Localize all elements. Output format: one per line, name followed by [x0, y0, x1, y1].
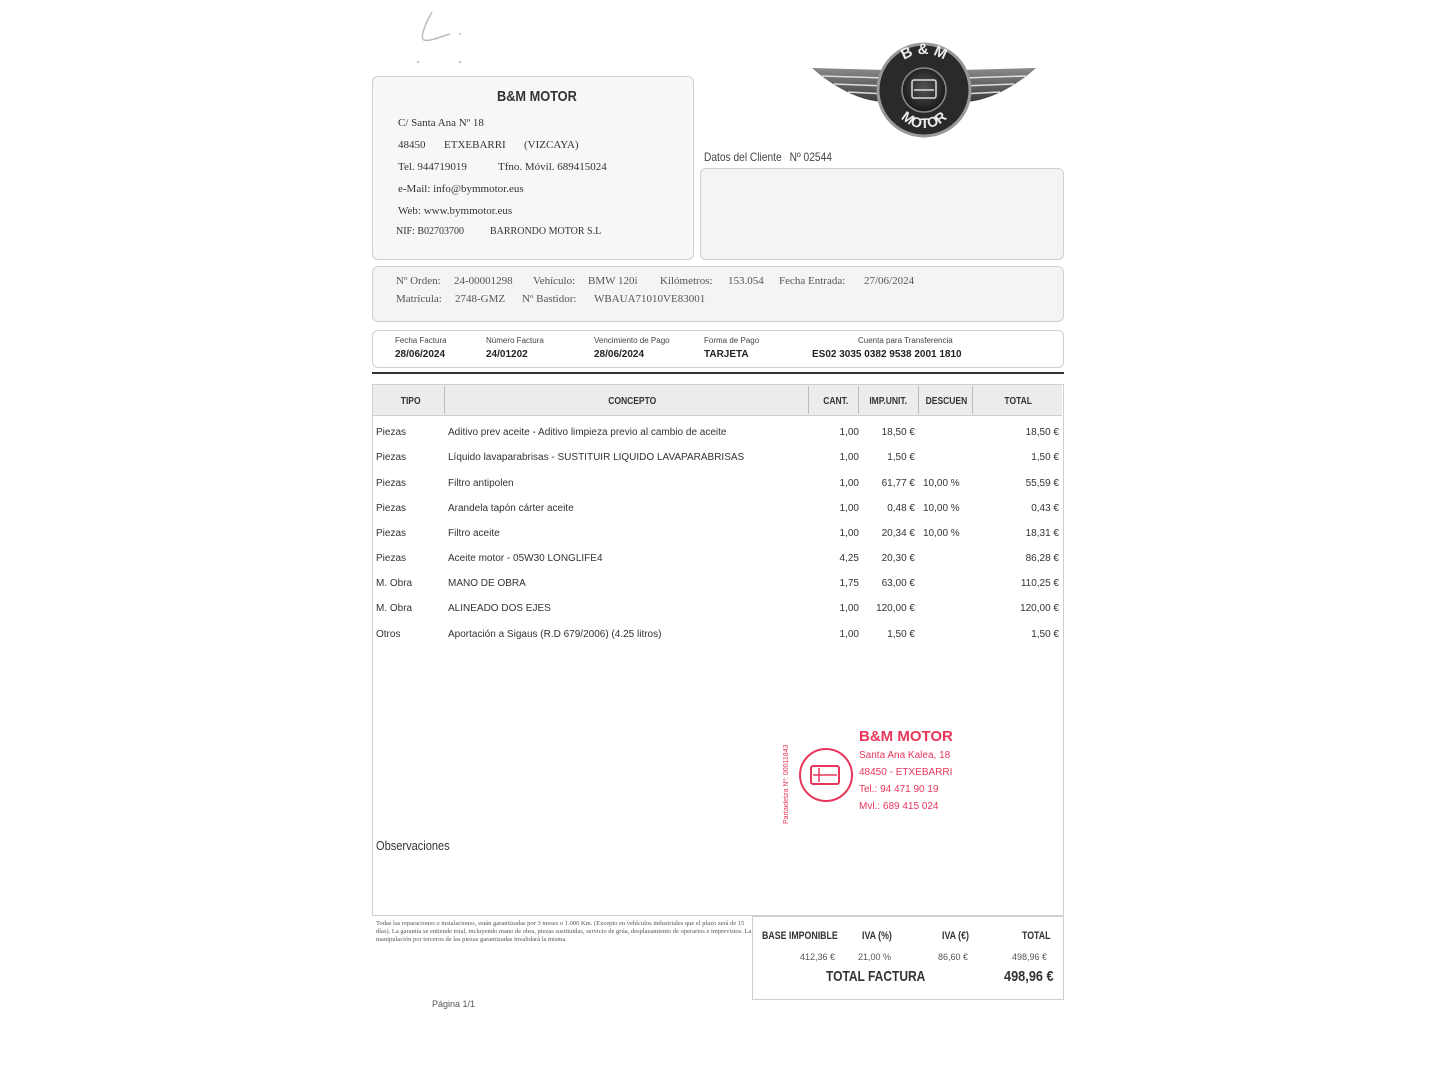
- header-separator: [858, 386, 859, 414]
- client-label-text: Datos del Cliente: [704, 150, 782, 164]
- plate-value: 2748-GMZ: [455, 293, 506, 305]
- cell-tipo: Otros: [376, 629, 401, 640]
- header-separator: [808, 386, 809, 414]
- page-number: Página 1/1: [432, 999, 476, 1009]
- cell-total: 18,31 €: [1025, 528, 1059, 539]
- cell-imp-unit: 0,48 €: [887, 503, 915, 514]
- cell-tipo: M. Obra: [376, 603, 413, 614]
- stamp-tel: Tel.: 94 471 90 19: [859, 784, 939, 795]
- cell-tipo: Piezas: [376, 528, 407, 539]
- km-value: 153.054: [728, 275, 764, 287]
- section-divider: [372, 372, 1064, 374]
- table-row: [373, 603, 1062, 625]
- company-postal: 48450: [398, 139, 426, 151]
- cell-imp-unit: 61,77 €: [881, 478, 915, 489]
- cell-cant: 1,00: [839, 629, 859, 640]
- base-label: BASE IMPONIBLE: [762, 930, 838, 942]
- client-number: Nº 02544: [789, 150, 832, 164]
- cell-imp-unit: 1,50 €: [887, 629, 915, 640]
- table-row: [373, 629, 1062, 651]
- company-tel: Tel. 944719019: [398, 161, 467, 173]
- cell-imp-unit: 20,30 €: [881, 553, 915, 564]
- entry-date-value: 27/06/2024: [864, 275, 915, 287]
- cell-tipo: Piezas: [376, 427, 407, 438]
- cell-tipo: Piezas: [376, 553, 407, 564]
- table-row: [373, 478, 1062, 500]
- cell-cant: 1,00: [839, 452, 859, 463]
- client-label: [704, 150, 832, 164]
- stamp-address: Santa Ana Kalea, 18: [859, 750, 951, 761]
- cell-cant: 1,00: [839, 528, 859, 539]
- cell-tipo: Piezas: [376, 503, 407, 514]
- order-number-label: Nº Orden:: [396, 275, 441, 287]
- plate-label: Matrícula:: [396, 293, 442, 305]
- cell-concepto: Filtro antipolen: [448, 478, 514, 489]
- cell-cant: 1,75: [839, 578, 859, 589]
- table-row: [373, 528, 1062, 550]
- iva-pct-label: IVA (%): [862, 930, 892, 942]
- header-imp-unit: IMP.UNIT.: [869, 396, 907, 407]
- company-mobile: Tfno. Móvil. 689415024: [498, 161, 607, 173]
- iva-pct-value: 21,00 %: [858, 952, 892, 962]
- cell-descuento: 10,00 %: [923, 528, 960, 539]
- cell-total: 18,50 €: [1025, 427, 1059, 438]
- cell-cant: 1,00: [839, 503, 859, 514]
- iva-amount-label: IVA (€): [942, 930, 969, 942]
- payment-method-value: TARJETA: [704, 349, 749, 360]
- observations-label: Observaciones: [376, 838, 450, 853]
- cell-concepto: ALINEADO DOS EJES: [448, 603, 551, 614]
- company-legal-name: BARRONDO MOTOR S.L: [490, 226, 602, 237]
- km-label: Kilómetros:: [660, 275, 713, 287]
- cell-tipo: Piezas: [376, 452, 407, 463]
- header-tipo: TIPO: [400, 396, 421, 407]
- table-row: [373, 427, 1062, 449]
- logo-top-text: B & M: [898, 40, 950, 64]
- bank-account-label: Cuenta para Transferencia: [858, 336, 953, 345]
- cell-total: 55,59 €: [1025, 478, 1059, 489]
- grand-total-value: 498,96 €: [1004, 968, 1054, 985]
- base-value: 412,36 €: [800, 952, 836, 962]
- invoice-number-value: 24/01202: [486, 349, 528, 360]
- company-city: ETXEBARRI: [444, 139, 506, 151]
- header-cant: CANT.: [823, 396, 849, 407]
- stamp-city: 48450 - ETXEBARRI: [859, 767, 953, 778]
- order-number-value: 24-00001298: [454, 275, 513, 287]
- stamp-emblem-icon: [797, 746, 855, 804]
- company-name: B&M MOTOR: [497, 88, 577, 105]
- header-separator: [444, 386, 445, 414]
- logo-bottom-text: MOTOR: [898, 107, 950, 132]
- company-address: C/ Santa Ana Nº 18: [398, 117, 484, 129]
- company-web: Web: www.bymmotor.eus: [398, 205, 513, 217]
- header-concepto: CONCEPTO: [608, 396, 657, 407]
- table-row: [373, 578, 1062, 600]
- header-separator: [972, 386, 973, 414]
- cell-cant: 1,00: [839, 603, 859, 614]
- chassis-label: Nº Bastidor:: [522, 293, 577, 305]
- stamp-mobile: Mvl.: 689 415 024: [859, 801, 939, 812]
- handwritten-mark: [412, 4, 468, 68]
- vehicle-value: BMW 120i: [588, 275, 638, 287]
- cell-imp-unit: 1,50 €: [887, 452, 915, 463]
- bm-motor-logo: [808, 40, 1040, 140]
- payment-method-label: Forma de Pago: [704, 336, 760, 345]
- total-label: TOTAL: [1022, 930, 1051, 942]
- due-date-value: 28/06/2024: [594, 349, 645, 360]
- table-row: [373, 503, 1062, 525]
- cell-concepto: Aportación a Sigaus (R.D 679/2006) (4.25 litros): [448, 629, 662, 640]
- cell-descuento: 10,00 %: [923, 503, 960, 514]
- iva-amount-value: 86,60 €: [938, 952, 969, 962]
- cell-imp-unit: 20,34 €: [881, 528, 915, 539]
- cell-tipo: M. Obra: [376, 578, 413, 589]
- cell-concepto: Líquido lavaparabrisas - SUSTITUIR LIQUIDO LAVAPARABRISAS: [448, 452, 745, 463]
- header-separator: [918, 386, 919, 414]
- invoice-number-label: Número Factura: [486, 336, 544, 345]
- table-row: [373, 553, 1062, 575]
- bank-account-value: ES02 3035 0382 9538 2001 1810: [812, 349, 962, 360]
- invoice-date-label: Fecha Factura: [395, 336, 447, 345]
- table-row: [373, 452, 1062, 474]
- stamp-name: B&M MOTOR: [859, 728, 953, 745]
- company-email: e-Mail: info@bymmotor.eus: [398, 183, 524, 195]
- cell-total: 120,00 €: [1020, 603, 1059, 614]
- client-data-box: [700, 168, 1064, 260]
- cell-tipo: Piezas: [376, 478, 407, 489]
- header-descuento: DESCUEN: [925, 396, 968, 407]
- cell-concepto: Filtro aceite: [448, 528, 500, 539]
- cell-total: 86,28 €: [1025, 553, 1059, 564]
- company-nif: NIF: B02703700: [396, 226, 465, 237]
- company-stamp: [785, 726, 985, 826]
- stamp-side-text: Partaidetza Nº: 00011843: [783, 744, 790, 824]
- entry-date-label: Fecha Entrada:: [779, 275, 846, 287]
- cell-total: 0,43 €: [1031, 503, 1059, 514]
- header-total: TOTAL: [1004, 396, 1032, 407]
- vehicle-label: Vehículo:: [533, 275, 576, 287]
- cell-cant: 4,25: [839, 553, 859, 564]
- chassis-value: WBAUA71010VE83001: [594, 293, 706, 305]
- cell-descuento: 10,00 %: [923, 478, 960, 489]
- cell-concepto: Aceite motor - 05W30 LONGLIFE4: [448, 553, 603, 564]
- cell-concepto: Aditivo prev aceite - Aditivo limpieza previo al cambio de aceite: [448, 427, 727, 438]
- company-province: (VIZCAYA): [524, 139, 579, 151]
- cell-concepto: MANO DE OBRA: [448, 578, 526, 589]
- cell-imp-unit: 63,00 €: [881, 578, 915, 589]
- cell-cant: 1,00: [839, 427, 859, 438]
- invoice-date-value: 28/06/2024: [395, 349, 446, 360]
- cell-concepto: Arandela tapón cárter aceite: [448, 503, 574, 514]
- grand-total-label: TOTAL FACTURA: [826, 968, 926, 985]
- cell-total: 1,50 €: [1031, 452, 1059, 463]
- cell-total: 1,50 €: [1031, 629, 1059, 640]
- cell-imp-unit: 18,50 €: [881, 427, 915, 438]
- warranty-legal-text: Todas las reparaciones o instalaciones, están garantizadas por 3 meses o 1.000 Km. (Excepto en vehículos industriales que el plazo será de 15 días). La garantía se entiende total, incluyendo mano de obra, piezas sustituidas, servicio de grúa, desplazamiento de operarios e imprevistos. La manipulación por terceros de las piezas garantizadas invalidará la misma.: [376, 920, 752, 943]
- cell-imp-unit: 120,00 €: [876, 603, 915, 614]
- total-value: 498,96 €: [1012, 952, 1048, 962]
- cell-cant: 1,00: [839, 478, 859, 489]
- cell-total: 110,25 €: [1020, 578, 1059, 589]
- due-date-label: Vencimiento de Pago: [594, 336, 670, 345]
